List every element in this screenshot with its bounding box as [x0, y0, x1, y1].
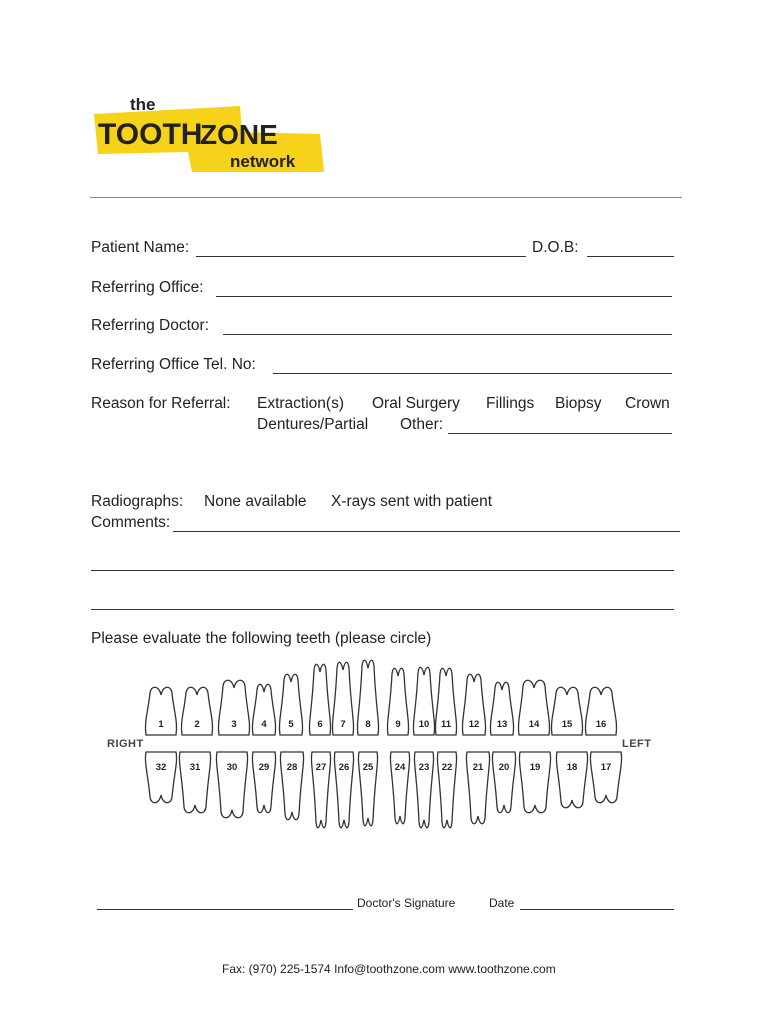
logo — [92, 92, 327, 182]
lower-tooth-26[interactable] — [334, 752, 353, 828]
upper-tooth-8[interactable] — [357, 660, 378, 735]
lower-tooth-number: 21 — [472, 762, 484, 773]
upper-tooth-11[interactable] — [435, 668, 456, 735]
tooth-chart — [0, 650, 770, 840]
reason-label: Reason for Referral: — [91, 395, 231, 412]
comments-field-1[interactable] — [173, 531, 680, 532]
upper-tooth-number: 13 — [496, 719, 508, 730]
upper-tooth-14[interactable] — [518, 680, 549, 735]
upper-tooth-number: 12 — [468, 719, 480, 730]
lower-tooth-number: 26 — [338, 762, 350, 773]
upper-tooth-number: 11 — [440, 719, 452, 730]
logo-network: network — [230, 152, 296, 171]
logo-zone: ZONE — [200, 119, 278, 150]
lower-tooth-19[interactable] — [519, 752, 550, 813]
upper-tooth-9[interactable] — [387, 668, 408, 735]
upper-tooth-10[interactable] — [413, 667, 434, 735]
upper-tooth-number: 8 — [365, 719, 371, 730]
lower-tooth-number: 17 — [600, 762, 612, 773]
referring-office-field[interactable] — [216, 296, 672, 297]
upper-tooth-5[interactable] — [279, 674, 302, 735]
evaluate-prompt: Please evaluate the following teeth (please circle) — [91, 630, 432, 647]
upper-tooth-2[interactable] — [181, 687, 212, 735]
upper-tooth-3[interactable] — [218, 680, 249, 735]
dob-label: D.O.B: — [532, 239, 579, 256]
lower-tooth-number: 24 — [394, 762, 406, 773]
lower-tooth-25[interactable] — [358, 752, 377, 826]
lower-tooth-number: 23 — [418, 762, 430, 773]
upper-tooth-number: 7 — [340, 719, 346, 730]
doctor-signature-field[interactable] — [97, 909, 353, 910]
reason-option-oral-surgery[interactable]: Oral Surgery — [372, 395, 460, 412]
header-divider — [90, 197, 682, 198]
upper-tooth-6[interactable] — [309, 664, 330, 735]
radiograph-option-none[interactable]: None available — [204, 493, 307, 510]
lower-tooth-32[interactable] — [145, 752, 176, 803]
date-field[interactable] — [520, 909, 674, 910]
referring-tel-label: Referring Office Tel. No: — [91, 356, 256, 373]
reason-option-extraction[interactable]: Extraction(s) — [257, 395, 344, 412]
upper-tooth-number: 4 — [261, 719, 267, 730]
radiograph-option-xrays[interactable]: X-rays sent with patient — [331, 493, 493, 510]
upper-tooth-12[interactable] — [462, 674, 485, 735]
reason-option-biopsy[interactable]: Biopsy — [555, 395, 602, 412]
upper-tooth-number: 14 — [528, 719, 540, 730]
footer-contact: Fax: (970) 225-1574 Info@toothzone.com www.toothzone.com — [222, 962, 556, 976]
comments-field-3[interactable] — [91, 609, 674, 610]
logo-graphic — [92, 92, 327, 182]
lower-tooth-31[interactable] — [179, 752, 210, 813]
lower-tooth-number: 28 — [286, 762, 298, 773]
upper-tooth-number: 1 — [158, 719, 164, 730]
lower-tooth-17[interactable] — [590, 752, 621, 803]
lower-tooth-27[interactable] — [311, 752, 330, 828]
lower-tooth-number: 20 — [498, 762, 510, 773]
date-label: Date — [489, 896, 515, 910]
upper-tooth-13[interactable] — [490, 682, 513, 735]
upper-tooth-number: 10 — [418, 719, 430, 730]
referring-doctor-label: Referring Doctor: — [91, 317, 210, 334]
patient-name-field[interactable] — [196, 256, 526, 257]
comments-field-2[interactable] — [91, 570, 674, 571]
logo-the: the — [130, 95, 156, 114]
upper-tooth-number: 15 — [561, 719, 573, 730]
lower-tooth-number: 32 — [155, 762, 167, 773]
logo-tooth: TOOTH — [98, 118, 203, 151]
doctor-signature-label: Doctor's Signature — [357, 896, 456, 910]
lower-tooth-number: 29 — [258, 762, 270, 773]
chart-right-label: RIGHT — [107, 738, 144, 750]
lower-tooth-21[interactable] — [466, 752, 489, 824]
chart-left-label: LEFT — [622, 738, 652, 750]
reason-other-label: Other: — [400, 416, 444, 433]
lower-tooth-20[interactable] — [492, 752, 515, 813]
upper-tooth-number: 9 — [395, 719, 401, 730]
lower-tooth-number: 18 — [566, 762, 578, 773]
lower-tooth-28[interactable] — [280, 752, 303, 820]
lower-tooth-number: 30 — [226, 762, 238, 773]
referring-tel-field[interactable] — [273, 373, 672, 374]
upper-tooth-7[interactable] — [332, 662, 353, 735]
reason-option-dentures[interactable]: Dentures/Partial — [257, 416, 369, 433]
lower-tooth-number: 25 — [362, 762, 374, 773]
patient-name-label: Patient Name: — [91, 239, 190, 256]
reason-option-fillings[interactable]: Fillings — [486, 395, 535, 412]
upper-tooth-4[interactable] — [252, 684, 275, 735]
upper-tooth-number: 16 — [595, 719, 607, 730]
referring-office-label: Referring Office: — [91, 279, 204, 296]
lower-tooth-number: 19 — [529, 762, 541, 773]
lower-tooth-23[interactable] — [414, 752, 433, 828]
upper-tooth-16[interactable] — [585, 687, 616, 735]
radiographs-label: Radiographs: — [91, 493, 184, 510]
reason-option-crown[interactable]: Crown — [625, 395, 670, 412]
upper-tooth-number: 5 — [288, 719, 294, 730]
referring-doctor-field[interactable] — [223, 334, 672, 335]
dob-field[interactable] — [587, 256, 674, 257]
lower-tooth-number: 31 — [189, 762, 201, 773]
comments-label: Comments: — [91, 514, 171, 531]
lower-tooth-30[interactable] — [216, 752, 247, 818]
upper-tooth-1[interactable] — [145, 687, 176, 735]
upper-tooth-number: 2 — [194, 719, 200, 730]
upper-tooth-15[interactable] — [551, 687, 582, 735]
lower-tooth-number: 22 — [441, 762, 453, 773]
upper-tooth-number: 3 — [231, 719, 237, 730]
lower-tooth-18[interactable] — [556, 752, 587, 808]
lower-tooth-29[interactable] — [252, 752, 275, 813]
lower-tooth-number: 27 — [315, 762, 327, 773]
lower-tooth-22[interactable] — [437, 752, 456, 828]
lower-tooth-24[interactable] — [390, 752, 409, 824]
reason-other-field[interactable] — [448, 433, 672, 434]
upper-tooth-number: 6 — [317, 719, 323, 730]
